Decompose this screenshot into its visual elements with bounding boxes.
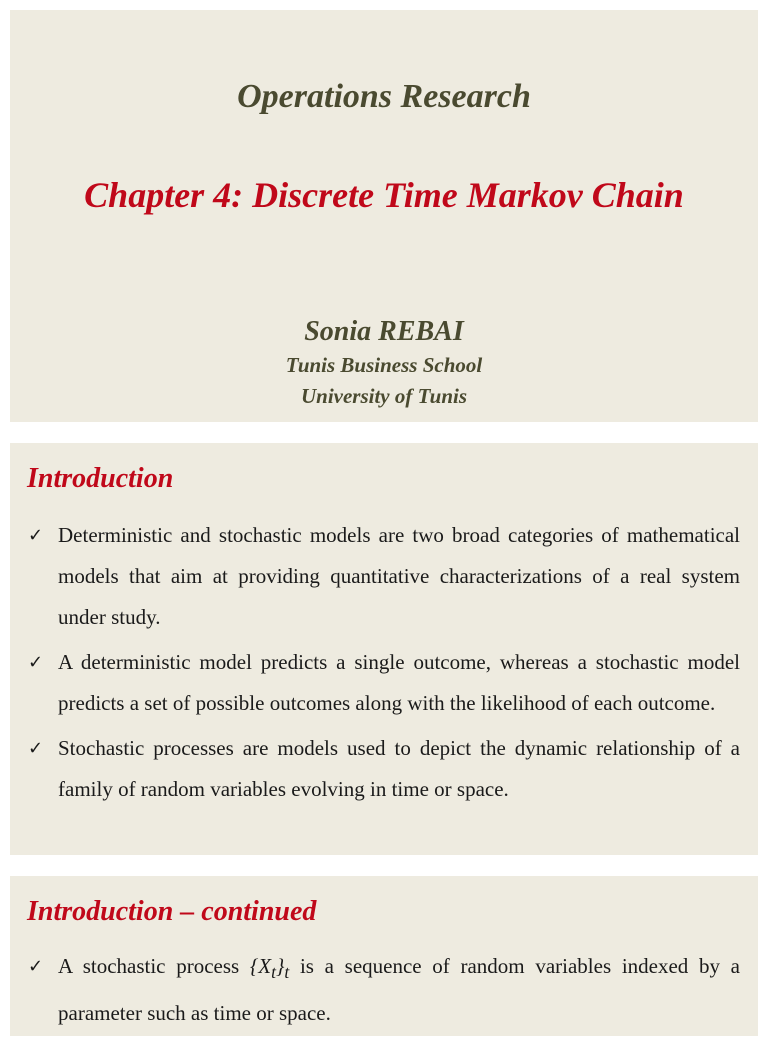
bullet-text: Stochastic processes are models used to depict the dynamic relationship of a family of random variables evolving in time or space. bbox=[58, 736, 740, 801]
title-slide bbox=[10, 10, 758, 422]
list-item bbox=[28, 946, 740, 1034]
author-name: Sonia REBAI bbox=[304, 316, 464, 347]
checkmark-icon: ✓ bbox=[28, 652, 44, 673]
course-title: Operations Research bbox=[237, 78, 531, 115]
list-item bbox=[28, 728, 740, 810]
list-item bbox=[28, 642, 740, 724]
section-heading: Introduction – continued bbox=[27, 896, 317, 927]
math-process bbox=[249, 954, 290, 983]
bullet-list bbox=[28, 515, 740, 814]
section-heading: Introduction bbox=[27, 463, 174, 494]
bullet-text-suffix: is a sequence of random variables indexed by a parameter such as time or space. bbox=[58, 954, 740, 1026]
introduction-slide bbox=[10, 443, 758, 855]
checkmark-icon: ✓ bbox=[28, 956, 44, 977]
math-open: {X bbox=[249, 954, 272, 978]
checkmark-icon: ✓ bbox=[28, 525, 44, 546]
affiliation-university: University of Tunis bbox=[300, 384, 468, 408]
bullet-text: Deterministic and stochastic models are two broad categories of mathematical models that aim at providing quantitative characterizations of a real system under study. bbox=[58, 523, 740, 629]
math-sub-outer: t bbox=[284, 962, 290, 983]
math-sub: t bbox=[271, 962, 276, 983]
bullet-text-prefix: A stochastic process bbox=[58, 954, 250, 978]
author-block bbox=[10, 314, 758, 412]
introduction-continued-slide bbox=[10, 876, 758, 1036]
chapter-title: Chapter 4: Discrete Time Markov Chain bbox=[84, 175, 684, 215]
math-close: } bbox=[275, 954, 285, 978]
bullet-list bbox=[28, 946, 740, 1038]
list-item bbox=[28, 515, 740, 638]
bullet-text: A deterministic model predicts a single outcome, whereas a stochastic model predicts a set of possible outcomes along with the likelihood of each outcome. bbox=[58, 650, 740, 715]
checkmark-icon: ✓ bbox=[28, 738, 44, 759]
affiliation-school: Tunis Business School bbox=[285, 353, 483, 377]
